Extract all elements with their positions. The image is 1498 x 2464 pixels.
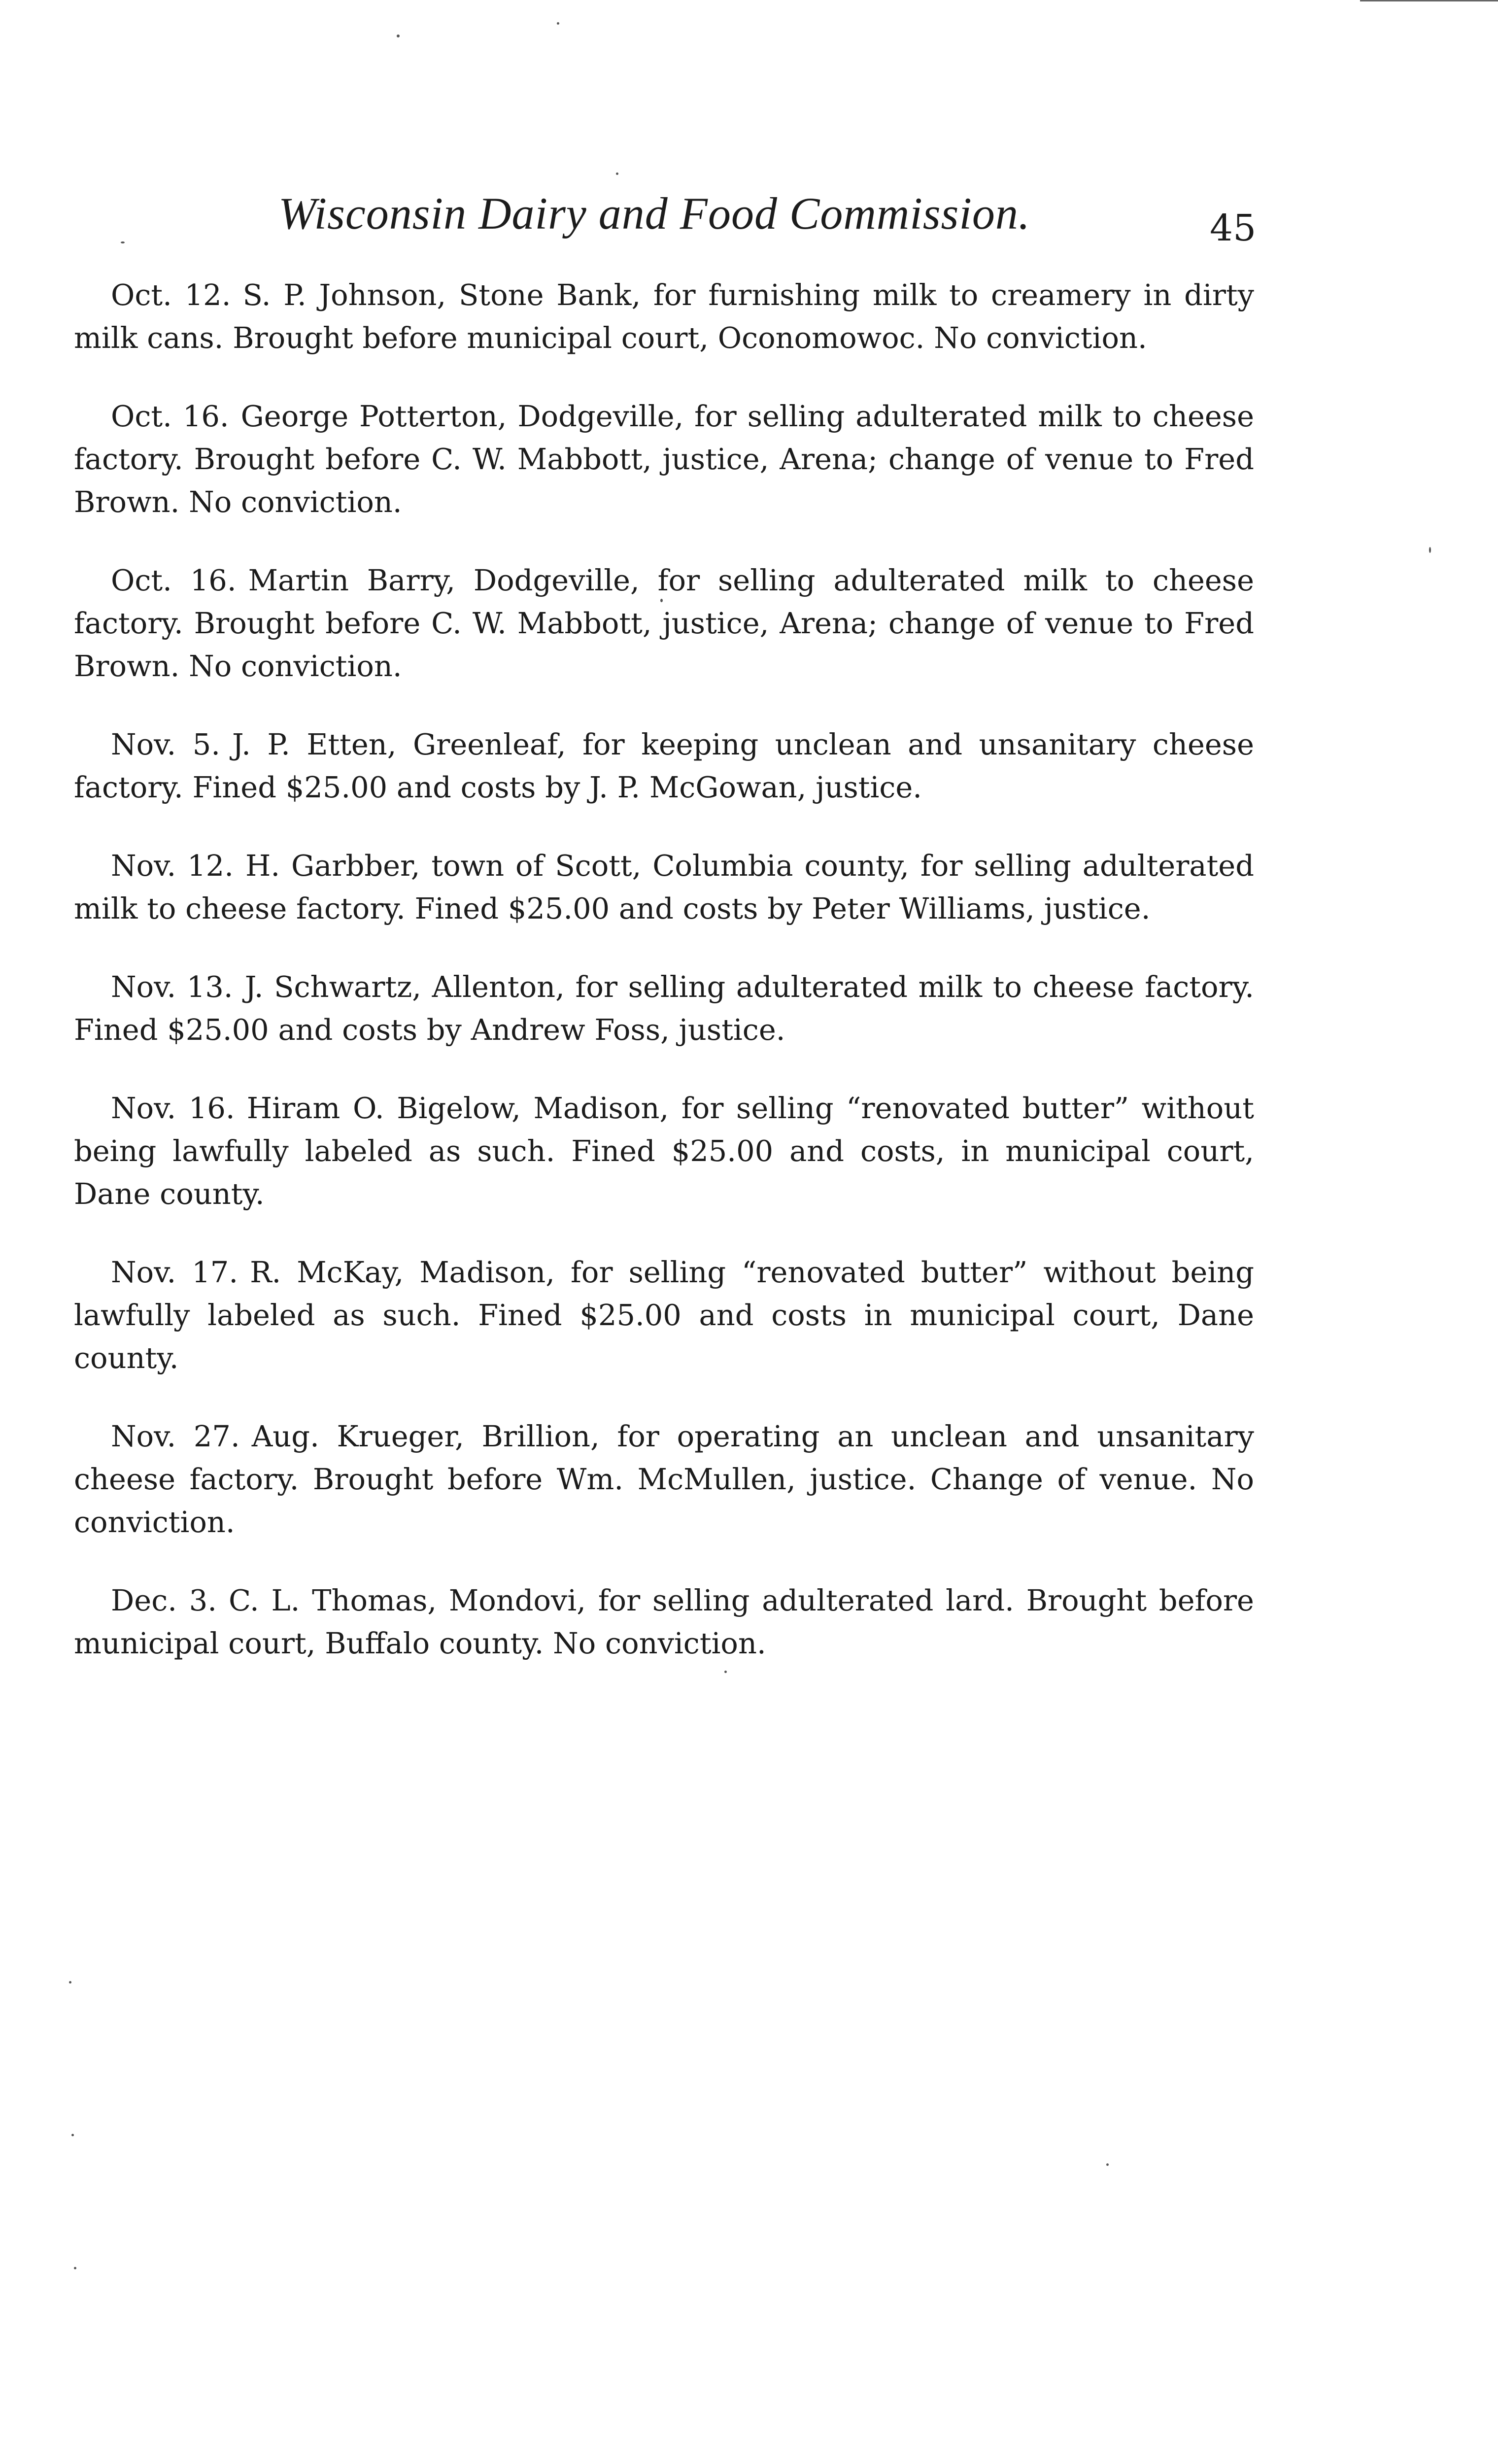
entry-text: Hiram O. Bigelow, Madison, for selling “renovated butter” without being lawfully labeled as such. Fined $25.00 and costs, in municipal court, Dane county.	[74, 1091, 1254, 1211]
scan-speck	[397, 34, 400, 37]
entry	[74, 965, 1254, 1051]
scan-speck	[121, 241, 125, 243]
entry-text: H. Garbber, town of Scott, Columbia county, for selling adulterated milk to cheese factory. Fined $25.00 and costs by Peter Williams, justice.	[74, 849, 1254, 925]
entry-date: Nov. 13.	[111, 970, 233, 1004]
entry-text: Martin Barry, Dodgeville, for selling adulterated milk to cheese factory. Brought before C. W. Mabbott, justice, Arena; change of venue to Fred Brown. No conviction.	[74, 563, 1254, 683]
scan-speck	[71, 2134, 74, 2136]
entry-date: Dec. 3.	[111, 1583, 217, 1617]
entry-date: Nov. 16.	[111, 1091, 235, 1125]
prosecution-entries	[74, 274, 1254, 1700]
entry-date: Nov. 12.	[111, 849, 234, 883]
scan-speck	[69, 1981, 71, 1984]
scan-speck	[724, 1671, 727, 1673]
entry	[74, 1251, 1254, 1379]
entry	[74, 723, 1254, 809]
entry-text: J. Schwartz, Allenton, for selling adulterated milk to cheese factory. Fined $25.00 and costs by Andrew Foss, justice.	[74, 970, 1254, 1047]
entry-text: J. P. Etten, Greenleaf, for keeping unclean and unsanitary cheese factory. Fined $25.00 and costs by J. P. McGowan, justice.	[74, 727, 1254, 804]
page-number: 45	[1210, 207, 1257, 249]
entry-date: Nov. 27.	[111, 1419, 240, 1453]
entry-date: Oct. 16.	[111, 399, 229, 433]
running-title: Wisconsin Dairy and Food Commission.	[278, 188, 1030, 239]
entry	[74, 395, 1254, 523]
entry-date: Oct. 16.	[111, 563, 237, 597]
entry	[74, 844, 1254, 930]
entry-date: Nov. 17.	[111, 1255, 238, 1289]
entry	[74, 1579, 1254, 1665]
scan-speck	[1429, 547, 1431, 553]
scan-edge-line	[1360, 0, 1498, 1]
entry-date: Oct. 12.	[111, 278, 231, 312]
scan-speck	[74, 2267, 76, 2269]
entry-date: Nov. 5.	[111, 727, 221, 761]
entry	[74, 1087, 1254, 1215]
entry	[74, 274, 1254, 359]
entry	[74, 1415, 1254, 1543]
entry-text: Aug. Krueger, Brillion, for operating an unclean and unsanitary cheese factory. Brought before Wm. McMullen, justice. Change of venue. No conviction.	[74, 1419, 1254, 1539]
entry-text: R. McKay, Madison, for selling “renovated butter” without being lawfully labeled as such. Fined $25.00 and costs in municipal court, Dane county.	[74, 1255, 1254, 1375]
entry-text: S. P. Johnson, Stone Bank, for furnishing milk to creamery in dirty milk cans. Brought before municipal court, Oconomowoc. No conviction.	[74, 278, 1254, 355]
scan-speck	[557, 22, 559, 25]
scan-speck	[1106, 2163, 1109, 2166]
entry	[74, 559, 1254, 687]
scan-speck	[616, 172, 618, 175]
entry-text: C. L. Thomas, Mondovi, for selling adulterated lard. Brought before municipal court, Buffalo county. No conviction.	[74, 1583, 1254, 1660]
entry-text: George Potterton, Dodgeville, for selling adulterated milk to cheese factory. Brought before C. W. Mabbott, justice, Arena; change of venue to Fred Brown. No conviction.	[74, 399, 1254, 519]
scan-speck	[660, 599, 663, 602]
